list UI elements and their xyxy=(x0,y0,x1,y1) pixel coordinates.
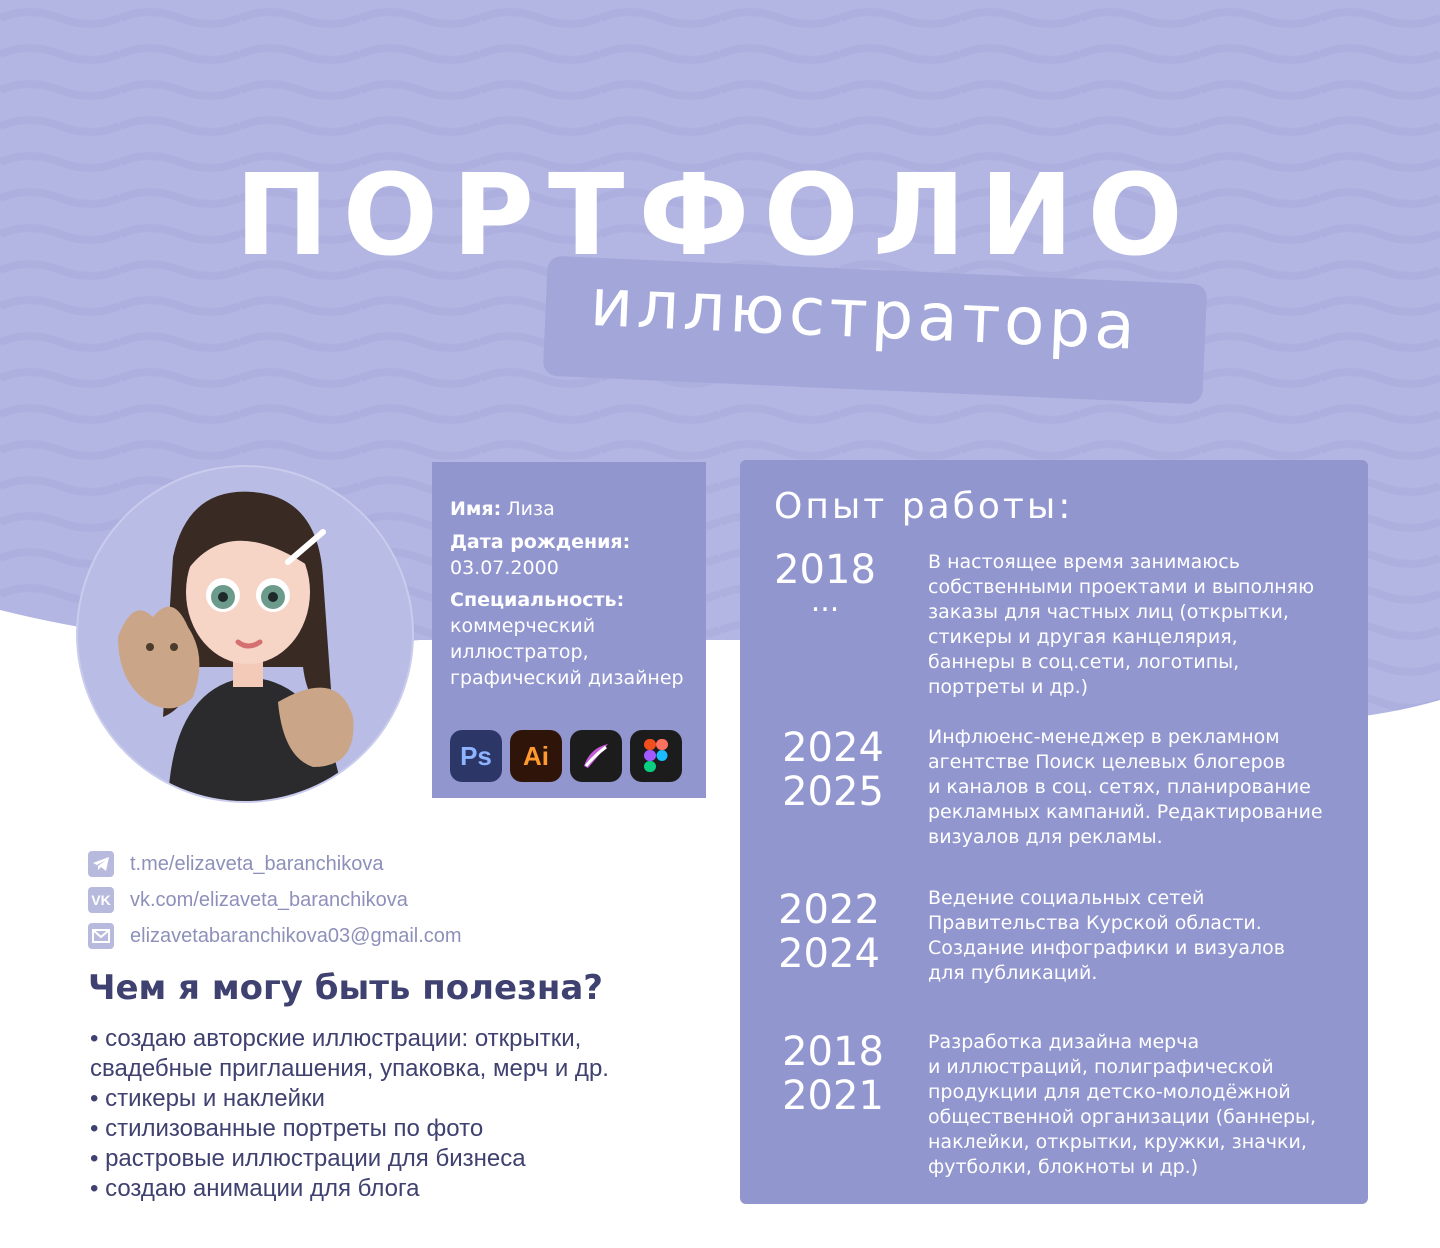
useful-title: Чем я могу быть полезна? xyxy=(88,968,603,1008)
contact-vk[interactable] xyxy=(88,882,462,918)
contacts-list xyxy=(88,846,462,954)
job-3-line: Ведение социальных сетей xyxy=(928,887,1205,909)
job-4-line: продукции для детско-молодёжной xyxy=(928,1081,1291,1103)
job-1-line: заказы для частных лиц (открытки, xyxy=(928,601,1289,623)
job-2-line: Инфлюенс-менеджер в рекламном xyxy=(928,726,1280,748)
avatar xyxy=(78,467,412,801)
job-1-line: портреты и др.) xyxy=(928,676,1089,698)
figma-icon xyxy=(630,730,682,782)
name-label: Имя: xyxy=(450,498,502,520)
spec-value-2: иллюстратор, xyxy=(450,641,589,663)
photoshop-icon: Ps xyxy=(450,730,502,782)
job-1-line: собственными проектами и выполняю xyxy=(928,576,1315,598)
birth-value: 03.07.2000 xyxy=(450,557,559,579)
useful-item: • стикеры и наклейки xyxy=(90,1085,325,1112)
job-1-years xyxy=(760,547,890,619)
job-2-line: визуалов для рекламы. xyxy=(928,826,1163,848)
vk-link[interactable]: vk.com/elizaveta_baranchikova xyxy=(130,888,408,911)
name-value: Лиза xyxy=(506,498,555,520)
spec-value-3: графический дизайнер xyxy=(450,667,684,689)
birth-row xyxy=(450,529,688,581)
page-title: ПОРТФОЛИО xyxy=(235,151,1197,281)
job-2-years xyxy=(768,726,898,814)
portrait-illustration xyxy=(78,467,412,801)
job-1-line: баннеры в соц.сети, логотипы, xyxy=(928,651,1240,673)
job-2-year-end: 2025 xyxy=(782,769,884,815)
job-1-year-end: ... xyxy=(810,584,840,619)
software-icons xyxy=(450,730,682,782)
spec-row xyxy=(450,587,688,691)
job-2-line: агентстве Поиск целевых блогеров xyxy=(928,751,1286,773)
job-4-years xyxy=(768,1030,898,1118)
telegram-link[interactable]: t.me/elizaveta_baranchikova xyxy=(130,852,384,875)
job-2-line: и каналов в соц. сетях, планирование xyxy=(928,776,1311,798)
useful-item: • растровые иллюстрации для бизнеса xyxy=(90,1145,526,1172)
job-4-line: Разработка дизайна мерча xyxy=(928,1031,1200,1053)
job-3-years xyxy=(764,888,894,976)
spec-value-1: коммерческий xyxy=(450,615,596,637)
birth-label: Дата рождения: xyxy=(450,531,631,553)
experience-title: Опыт работы: xyxy=(774,486,1074,527)
job-1-year-start: 2018 xyxy=(774,547,876,593)
job-3-line: Правительства Курской области. xyxy=(928,912,1262,934)
useful-item: • создаю анимации для блога xyxy=(90,1175,420,1202)
job-3-year-end: 2024 xyxy=(778,931,880,977)
job-3-year-start: 2022 xyxy=(778,887,880,933)
job-4-year-start: 2018 xyxy=(782,1029,884,1075)
job-2-description xyxy=(928,725,1348,850)
job-1-description xyxy=(928,550,1348,700)
job-1-line: В настоящее время занимаюсь xyxy=(928,551,1240,573)
procreate-icon xyxy=(570,730,622,782)
job-4-line: и иллюстраций, полиграфической xyxy=(928,1056,1274,1078)
mail-icon xyxy=(88,923,114,949)
job-4-line: наклейки, открытки, кружки, значки, xyxy=(928,1131,1307,1153)
job-2-year-start: 2024 xyxy=(782,725,884,771)
job-2-line: рекламных кампаний. Редактирование xyxy=(928,801,1323,823)
job-4-line: футболки, блокноты и др.) xyxy=(928,1156,1199,1178)
useful-item: свадебные приглашения, упаковка, мерч и др. xyxy=(90,1055,609,1082)
job-3-line: для публикаций. xyxy=(928,962,1098,984)
name-row xyxy=(450,496,688,523)
useful-list xyxy=(90,1024,609,1204)
spec-label: Специальность: xyxy=(450,589,625,611)
email-link[interactable]: elizavetabaranchikova03@gmail.com xyxy=(130,924,462,947)
experience-panel xyxy=(740,460,1368,1204)
page-subtitle: иллюстратора xyxy=(588,263,1141,365)
job-3-description xyxy=(928,886,1348,986)
useful-item: • стилизованные портреты по фото xyxy=(90,1115,484,1142)
personal-info-panel xyxy=(432,462,706,798)
contact-email[interactable] xyxy=(88,918,462,954)
contact-telegram[interactable] xyxy=(88,846,462,882)
job-4-description xyxy=(928,1030,1348,1180)
job-3-line: Создание инфографики и визуалов xyxy=(928,937,1285,959)
job-4-year-end: 2021 xyxy=(782,1073,884,1119)
vk-icon: VK xyxy=(88,887,114,913)
job-1-line: стикеры и другая канцелярия, xyxy=(928,626,1238,648)
useful-item: • создаю авторские иллюстрации: открытки, xyxy=(90,1025,582,1052)
telegram-icon xyxy=(88,851,114,877)
illustrator-icon: Ai xyxy=(510,730,562,782)
job-4-line: общественной организации (баннеры, xyxy=(928,1106,1317,1128)
